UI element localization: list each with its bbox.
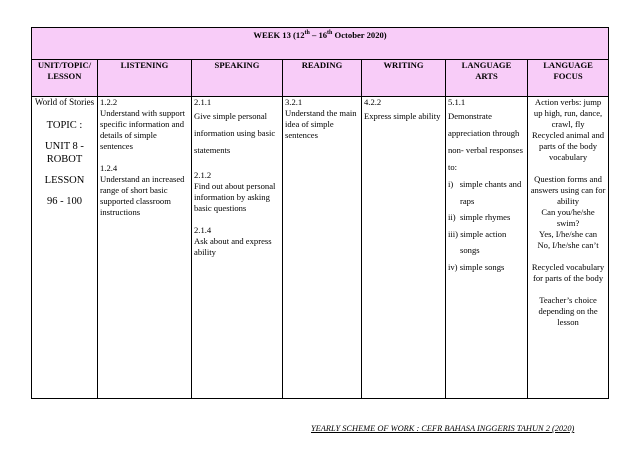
week-title-row	[32, 28, 609, 60]
language-arts-cell	[446, 97, 528, 399]
topic-label: TOPIC :	[46, 120, 83, 131]
focus-example-question: Can you/he/she swim?	[541, 207, 595, 228]
speaking-code-2: 2.1.2	[194, 170, 212, 180]
header-language-arts: LANGUAGE ARTS	[446, 60, 528, 97]
content-row	[32, 97, 609, 399]
reading-cell	[283, 97, 362, 399]
reading-standard: Understand the main idea of simple sentences	[285, 108, 357, 140]
lesson-label: LESSON	[44, 175, 85, 186]
speaking-cell	[192, 97, 283, 399]
lesson-range: 96 - 100	[47, 196, 82, 207]
focus-question-forms: Question forms and answers using can for ability	[530, 174, 606, 206]
list-item: iv) simple songs	[448, 261, 505, 272]
focus-teacher-choice: Teacher’s choice depending on the lesson	[538, 295, 598, 327]
list-item: i) simple chants and raps	[448, 179, 522, 206]
listening-code-2: 1.2.4	[100, 163, 118, 173]
scheme-of-work-table	[31, 27, 609, 399]
speaking-code-1: 2.1.1	[194, 97, 212, 107]
listening-cell	[98, 97, 192, 399]
language-arts-standard: Demonstrate appreciation through non- verbal responses to:	[448, 111, 523, 172]
column-header-row	[32, 60, 609, 97]
speaking-code-3: 2.1.4	[194, 225, 212, 235]
listening-code-1: 1.2.2	[100, 97, 118, 107]
language-arts-code: 5.1.1	[448, 97, 466, 107]
speaking-standard-2: Find out about personal information by asking basic questions	[194, 181, 276, 213]
header-listening: LISTENING	[98, 60, 192, 97]
unit-number: UNIT 8 -	[45, 141, 84, 152]
writing-code: 4.2.2	[364, 97, 382, 107]
listening-standard-2: Understand an increased range of short basic supported classroom instructions	[100, 174, 185, 217]
writing-standard: Express simple ability	[364, 111, 441, 121]
topic-theme: World of Stories	[34, 97, 95, 107]
writing-cell	[362, 97, 446, 399]
speaking-standard-1: Give simple personal information using basic statements	[194, 111, 276, 155]
listening-standard-1: Understand with support specific information and details of simple sentences	[100, 108, 185, 151]
unit-cell	[32, 97, 98, 399]
focus-recycled-body: Recycled vocabulary for parts of the body	[531, 262, 605, 283]
header-speaking: SPEAKING	[192, 60, 283, 97]
header-reading: READING	[283, 60, 362, 97]
week-title: WEEK 13 (12th – 16th October 2020)	[32, 28, 609, 60]
focus-example-yes: Yes, I/he/she can	[539, 229, 598, 239]
document-footer: YEARLY SCHEME OF WORK : CEFR BAHASA INGGERIS TAHUN 2 (2020)	[311, 424, 575, 433]
header-writing: WRITING	[362, 60, 446, 97]
header-unit: UNIT/TOPIC/ LESSON	[32, 60, 98, 97]
focus-recycled-animal: Recycled animal and parts of the body vocabulary	[532, 130, 605, 162]
header-language-focus: LANGUAGE FOCUS	[528, 60, 609, 97]
focus-action-verbs: Action verbs: jump up high, run, dance, crawl, fly	[533, 97, 603, 129]
speaking-standard-3: Ask about and express ability	[194, 236, 272, 257]
list-item: ii) simple rhymes	[448, 212, 511, 222]
reading-code: 3.2.1	[285, 97, 303, 107]
focus-example-no: No, I/he/she can’t	[537, 240, 599, 250]
unit-name: ROBOT	[46, 154, 83, 165]
language-focus-cell	[528, 97, 609, 399]
list-item: iii) simple action songs	[448, 228, 507, 255]
